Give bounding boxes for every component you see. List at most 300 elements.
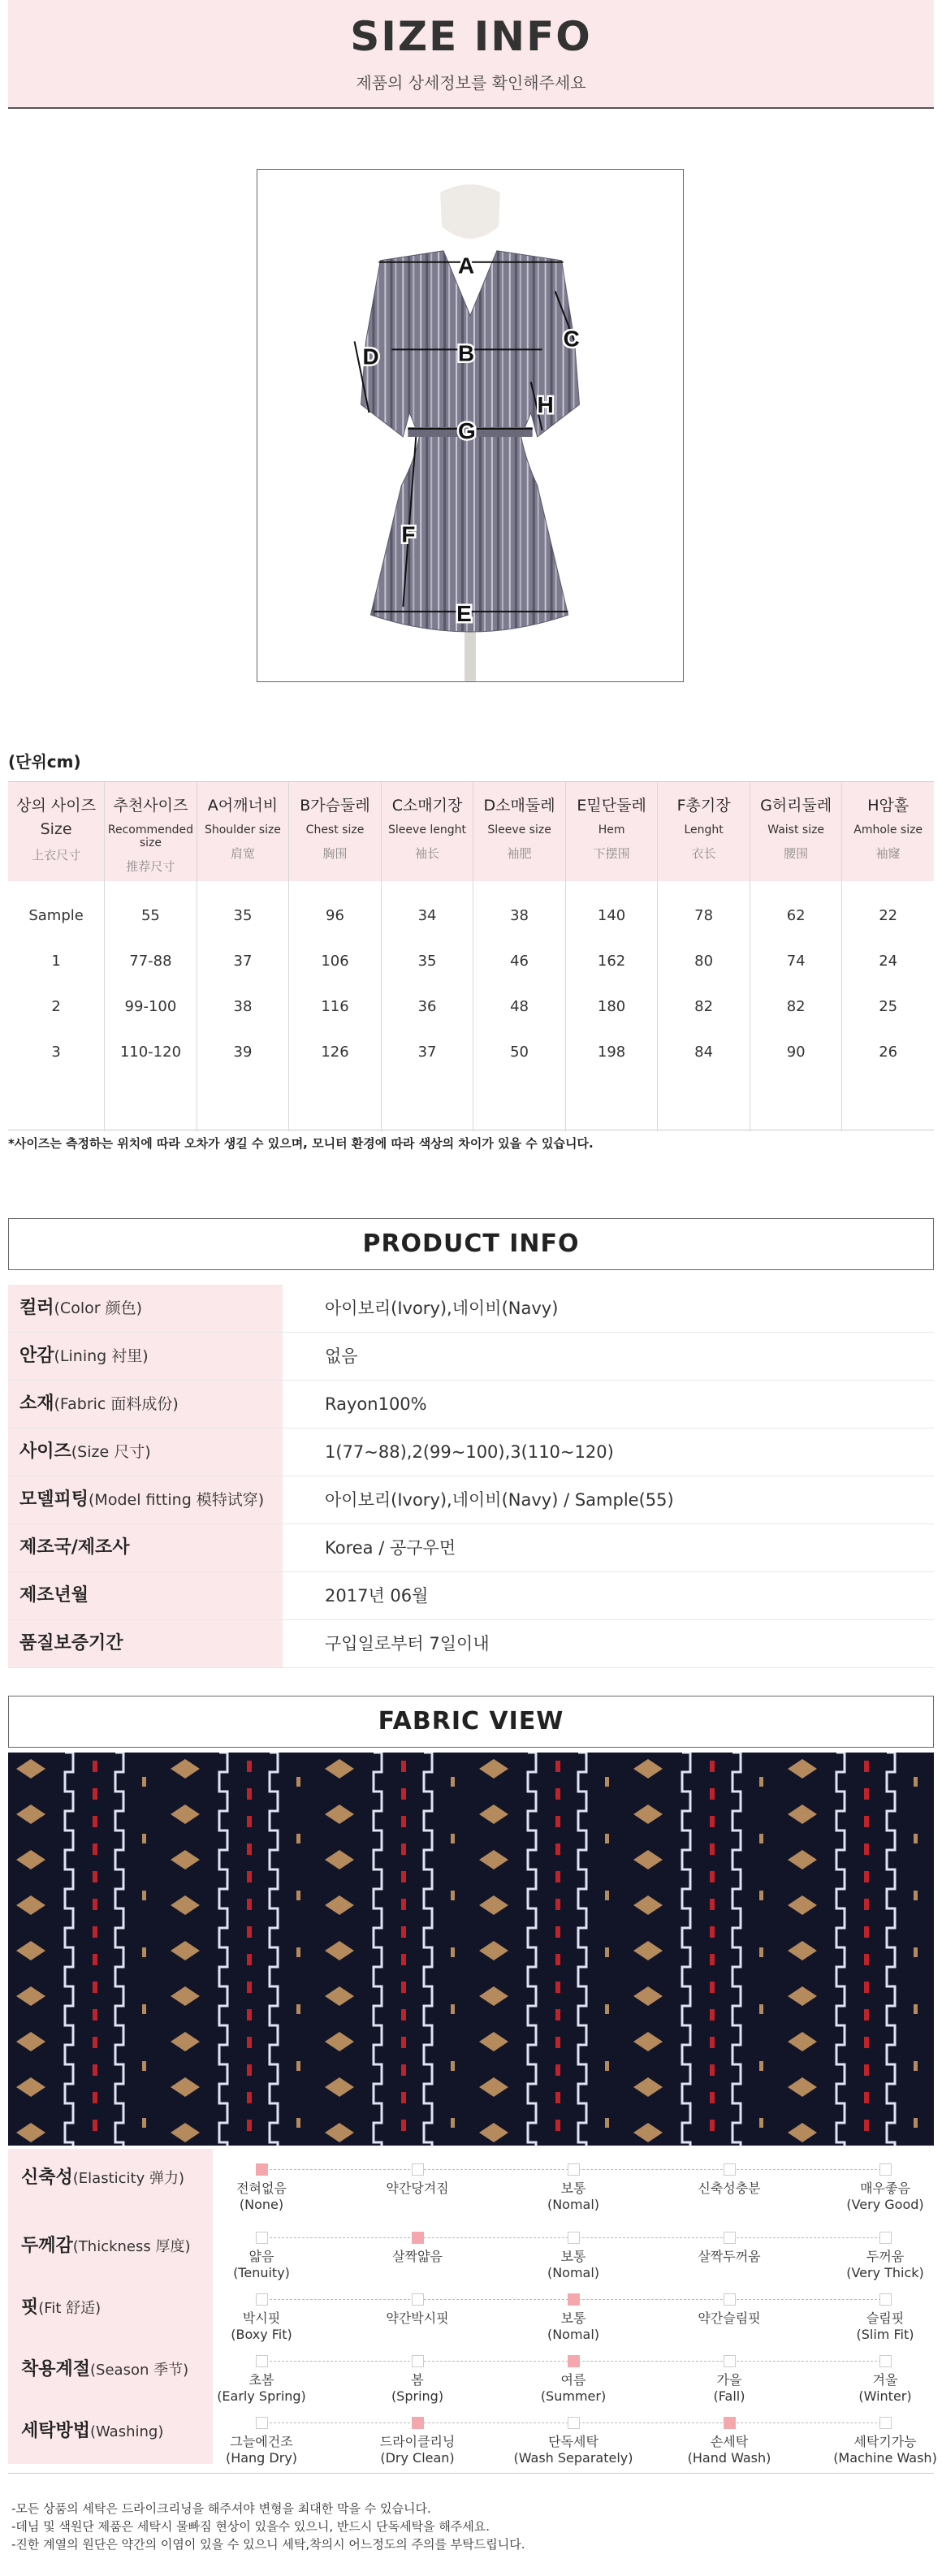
- red-motif: [710, 1788, 715, 1800]
- red-motif: [401, 2037, 406, 2048]
- header-ko: G허리둘레: [760, 797, 832, 815]
- red-motif: [247, 1871, 252, 1882]
- size-cell: 198: [597, 1044, 626, 1061]
- product-info-value: 아이보리(Ivory),네이비(Navy): [325, 1299, 559, 1318]
- attribute-label: [8, 2340, 213, 2402]
- size-cell: 78: [694, 907, 714, 924]
- red-motif: [555, 1761, 560, 1772]
- attribute-option: [652, 2355, 806, 2405]
- label-main: 소재: [19, 1394, 54, 1414]
- option-checkbox: [412, 2355, 424, 2367]
- option-label-en: (Hang Dry): [225, 2450, 298, 2466]
- tan-dash: [605, 2118, 609, 2128]
- option-label: 살짝얇음: [392, 2249, 443, 2264]
- tan-dash: [605, 1834, 609, 1843]
- option-label-en: (Nomal): [547, 2197, 600, 2212]
- label-e: E: [456, 601, 472, 627]
- label-sub: (Lining 衬里): [54, 1347, 149, 1365]
- tan-dash: [142, 2061, 146, 2071]
- size-cell: 116: [321, 998, 349, 1015]
- size-cell: 1: [51, 953, 61, 970]
- product-info-row: [8, 1285, 934, 1333]
- option-checkbox-checked: [412, 2417, 424, 2429]
- attribute-option: [340, 2417, 495, 2466]
- header-ko: E밑단둘레: [577, 797, 646, 815]
- option-label-en: (Nomal): [547, 2327, 600, 2342]
- size-cell: 26: [879, 1044, 898, 1061]
- size-column: [382, 881, 474, 1131]
- label-main: 제조국/제조사: [19, 1537, 130, 1558]
- attribute-option: [496, 2293, 650, 2343]
- size-table-header: [8, 782, 934, 881]
- size-column: [750, 881, 843, 1131]
- label-sub: (Model fitting 模特试穿): [89, 1491, 265, 1509]
- option-label: 약간박시핏: [386, 2310, 449, 2326]
- option-label: 단독세탁: [548, 2434, 598, 2449]
- header-en: Recommended size: [107, 823, 193, 849]
- attribute-option: [340, 2163, 495, 2197]
- size-cell: 110-120: [119, 1044, 182, 1061]
- product-info-row: [8, 1476, 934, 1524]
- label-main: 컬러: [19, 1298, 54, 1318]
- option-label-en: (Early Spring): [217, 2388, 306, 2404]
- product-info-value: 없음: [325, 1346, 358, 1366]
- option-checkbox-checked: [412, 2232, 424, 2244]
- option-label-en: (Machine Wash): [833, 2450, 937, 2466]
- header-zh: 衣长: [691, 846, 716, 861]
- product-info-value: 2017년 06월: [325, 1586, 429, 1606]
- garment-illustration: [257, 170, 683, 681]
- attribute-option: [340, 2355, 495, 2405]
- size-cell: 25: [879, 998, 898, 1015]
- tan-dash: [914, 2118, 918, 2128]
- red-motif: [710, 1761, 715, 1772]
- option-label: 초봄: [248, 2372, 274, 2388]
- red-motif: [555, 1954, 560, 1965]
- option-checkbox: [879, 2355, 892, 2367]
- product-info-title: PRODUCT INFO: [8, 1218, 934, 1270]
- label-a: A: [458, 253, 475, 279]
- tan-dash: [142, 1891, 146, 1900]
- option-checkbox: [256, 2232, 268, 2244]
- red-motif: [864, 2092, 869, 2103]
- red-motif: [555, 1926, 560, 1938]
- option-label: 드라이클리닝: [379, 2434, 456, 2449]
- label-main: 품질보증기간: [19, 1633, 123, 1653]
- red-motif: [710, 1871, 715, 1882]
- header-cell: [658, 782, 750, 881]
- product-info-label: [8, 1381, 283, 1428]
- red-motif: [247, 1982, 252, 1993]
- tan-dash: [142, 2118, 146, 2128]
- header-ko: 상의 사이즈: [16, 797, 96, 815]
- red-motif: [710, 2009, 715, 2021]
- label-sub: (Washing): [90, 2423, 164, 2440]
- red-motif: [401, 1871, 406, 1882]
- option-label-en: (Spring): [391, 2388, 444, 2404]
- size-column: [842, 881, 934, 1131]
- size-column: [473, 881, 566, 1131]
- header-cell: [842, 782, 934, 881]
- red-motif: [401, 1926, 406, 1938]
- red-motif: [93, 1954, 97, 1965]
- red-motif: [247, 1788, 252, 1800]
- label-sub: (Thickness 厚度): [72, 2238, 191, 2255]
- size-cell: Sample: [28, 907, 84, 924]
- red-motif: [93, 1982, 97, 1993]
- size-cell: 80: [694, 953, 714, 970]
- attribute-scale: [213, 2340, 934, 2402]
- attribute-option: [496, 2355, 650, 2405]
- option-label-en: (None): [239, 2197, 284, 2212]
- option-label: 봄: [411, 2372, 424, 2388]
- label-f: F: [401, 521, 416, 547]
- tan-dash: [142, 1947, 146, 1957]
- tan-dash: [759, 1947, 763, 1957]
- red-motif: [401, 1899, 406, 1910]
- header-cell: [197, 782, 290, 881]
- red-motif: [93, 1788, 97, 1800]
- attribute-option: [184, 2232, 339, 2281]
- size-info-subtitle: 제품의 상세정보를 확인해주세요: [356, 73, 586, 93]
- label-main: 사이즈: [19, 1441, 71, 1462]
- attribute-label: [8, 2149, 213, 2217]
- attribute-option: [184, 2417, 339, 2466]
- size-column: [658, 881, 750, 1131]
- fabric-view-title: FABRIC VIEW: [8, 1696, 934, 1748]
- option-label: 두꺼움: [866, 2249, 905, 2264]
- size-cell: 55: [140, 907, 160, 924]
- red-motif: [93, 1843, 97, 1855]
- attribute-label: [8, 2279, 213, 2340]
- tan-dash: [451, 2118, 455, 2128]
- option-label: 세탁기가능: [853, 2434, 917, 2449]
- red-motif: [401, 1843, 406, 1855]
- tan-dash: [605, 1891, 609, 1900]
- tan-dash: [605, 1947, 609, 1957]
- tan-dash: [759, 1834, 763, 1843]
- option-label-en: (Very Thick): [846, 2265, 924, 2280]
- product-info-value: 아이보리(Ivory),네이비(Navy) / Sample(55): [325, 1490, 674, 1510]
- tan-dash: [759, 2118, 763, 2128]
- header-zh: 袖长: [415, 846, 440, 861]
- red-motif: [247, 2092, 252, 2103]
- tan-dash: [142, 2004, 146, 2014]
- tan-dash: [914, 2004, 918, 2014]
- red-motif: [247, 1843, 252, 1855]
- red-motif: [93, 1871, 97, 1882]
- red-motif: [555, 1816, 560, 1827]
- size-cell: 62: [786, 907, 806, 924]
- product-info-row: [8, 1620, 934, 1668]
- label-d: D: [362, 344, 379, 370]
- option-checkbox: [412, 2163, 424, 2176]
- tan-dash: [605, 2061, 609, 2071]
- label-main: 신축성: [21, 2168, 73, 2188]
- size-cell: 126: [321, 1044, 349, 1061]
- fabric-pattern: [8, 1753, 934, 2146]
- header-zh: 下摆围: [593, 846, 630, 861]
- header-zh: 上衣尺寸: [32, 848, 81, 862]
- header-en: Sleeve size: [487, 823, 551, 836]
- size-cell: 36: [417, 998, 437, 1015]
- red-motif: [710, 1843, 715, 1855]
- option-checkbox: [879, 2232, 892, 2244]
- size-cell: 50: [510, 1044, 529, 1061]
- product-info-row: [8, 1381, 934, 1428]
- label-sub: (Fit 舒适): [38, 2300, 102, 2317]
- red-motif: [864, 1788, 869, 1800]
- red-motif: [93, 1899, 97, 1910]
- option-label: 박시핏: [242, 2310, 281, 2326]
- label-g: G: [458, 417, 476, 443]
- option-label: 가을: [716, 2372, 742, 2388]
- size-column: [105, 881, 197, 1131]
- tan-dash: [914, 1891, 918, 1900]
- label-c: C: [563, 326, 580, 352]
- red-motif: [864, 1816, 869, 1827]
- label-main: 안감: [19, 1346, 54, 1366]
- option-checkbox: [724, 2355, 736, 2367]
- attribute-scale: [213, 2402, 937, 2466]
- product-info-label: [8, 1476, 283, 1524]
- red-motif: [247, 2120, 252, 2131]
- size-cell: 99-100: [124, 998, 177, 1015]
- header-en: Lenght: [684, 823, 724, 836]
- red-motif: [401, 1816, 406, 1827]
- header-ko: C소매기장: [391, 797, 463, 815]
- red-motif: [93, 1926, 97, 1938]
- red-motif: [93, 2064, 97, 2076]
- option-checkbox-checked: [568, 2355, 580, 2367]
- header-en: Hem: [598, 823, 625, 836]
- option-label-en: (Slim Fit): [856, 2327, 914, 2342]
- option-label-en: (Winter): [858, 2388, 912, 2404]
- option-label: 여름: [560, 2372, 586, 2388]
- tan-dash: [759, 2004, 763, 2014]
- attribute-option: [808, 2417, 942, 2466]
- option-label: 신축성충분: [698, 2181, 761, 2196]
- product-info-row: [8, 1333, 934, 1381]
- option-label: 겨울: [872, 2372, 898, 2388]
- note-line: -진한 계열의 원단은 약간의 이염이 있을 수 있으니 세탁,착의시 어느정도의 주의를 부탁드립니다.: [11, 2537, 525, 2552]
- option-label: 보통: [560, 2310, 586, 2326]
- product-info-row: [8, 1572, 934, 1620]
- garment-photo: [257, 169, 684, 682]
- option-checkbox-checked: [256, 2163, 268, 2176]
- size-cell: 35: [233, 907, 253, 924]
- size-cell: 38: [233, 998, 253, 1015]
- label-sub: (Season 季节): [90, 2362, 189, 2379]
- product-info-label: [8, 1428, 283, 1476]
- note-line: -모든 상품의 세탁은 드라이크리닝을 해주셔야 변형을 최대한 막을 수 있습니다.: [11, 2501, 431, 2516]
- red-motif: [401, 2092, 406, 2103]
- red-motif: [555, 2009, 560, 2021]
- product-info-table: [8, 1285, 934, 1668]
- option-label-en: (Summer): [540, 2388, 607, 2404]
- header-zh: 肩宽: [230, 846, 255, 861]
- red-motif: [864, 1761, 869, 1772]
- header-en: Size: [40, 820, 72, 838]
- option-label-en: (Boxy Fit): [231, 2327, 292, 2342]
- option-label: 매우좋음: [860, 2181, 910, 2196]
- size-cell: 180: [597, 998, 626, 1015]
- mannequin-neck: [440, 184, 500, 239]
- red-motif: [93, 2120, 97, 2131]
- red-motif: [401, 1982, 406, 1993]
- option-checkbox-checked: [724, 2417, 736, 2429]
- header-cell: [473, 782, 566, 881]
- attribute-option: [340, 2232, 495, 2265]
- tan-dash: [914, 1777, 918, 1787]
- label-main: 모델피팅: [19, 1489, 89, 1510]
- size-column: [566, 881, 659, 1131]
- label-sub: (Elasticity 弹力): [72, 2170, 184, 2187]
- red-motif: [247, 1761, 252, 1772]
- size-cell: 162: [597, 953, 626, 970]
- option-checkbox: [724, 2232, 736, 2244]
- unit-label: (단위cm): [8, 752, 81, 772]
- product-info-label: [8, 1524, 283, 1571]
- attribute-option: [652, 2232, 806, 2265]
- product-info-label: [8, 1333, 283, 1380]
- header-ko: 추천사이즈: [113, 797, 188, 815]
- label-main: 세탁방법: [21, 2421, 91, 2441]
- size-cell: 96: [326, 907, 344, 924]
- red-motif: [555, 1843, 560, 1855]
- header-en: Sleeve lenght: [388, 823, 467, 836]
- header-cell: [105, 782, 197, 881]
- tan-dash: [759, 2061, 763, 2071]
- header-cell: [750, 782, 843, 881]
- option-checkbox: [256, 2293, 268, 2306]
- attribute-option: [808, 2293, 942, 2343]
- red-motif: [247, 2009, 252, 2021]
- red-motif: [864, 1899, 869, 1910]
- header-zh: 胸围: [322, 846, 348, 861]
- attribute-option: [808, 2163, 942, 2213]
- red-motif: [247, 1899, 252, 1910]
- option-label: 약간슬림핏: [698, 2310, 761, 2326]
- red-motif: [710, 2037, 715, 2048]
- attribute-option: [496, 2417, 650, 2466]
- label-sub: (Color 颜色): [54, 1299, 142, 1317]
- label-main: 두께감: [21, 2236, 73, 2256]
- product-info-value: Korea / 공구우먼: [325, 1538, 456, 1558]
- option-label: 슬림핏: [866, 2310, 905, 2326]
- product-info-value: Rayon100%: [325, 1394, 427, 1414]
- red-motif: [555, 1871, 560, 1882]
- size-column: [197, 881, 290, 1131]
- header-en: Chest size: [305, 823, 365, 836]
- size-cell: 35: [417, 953, 437, 970]
- header-ko: H암홀: [867, 797, 910, 815]
- red-motif: [555, 2064, 560, 2076]
- tan-dash: [914, 1947, 918, 1957]
- red-motif: [864, 2037, 869, 2048]
- tan-dash: [451, 2004, 455, 2014]
- size-cell: 140: [597, 907, 626, 924]
- tan-dash: [759, 1891, 763, 1900]
- attribute-option: [808, 2355, 942, 2405]
- size-cell: 39: [233, 1044, 253, 1061]
- label-h: H: [537, 392, 554, 418]
- option-label-en: (Hand Wash): [687, 2450, 771, 2466]
- attribute-scale: [213, 2149, 934, 2217]
- label-sub: (Fabric 面料成份): [54, 1395, 179, 1413]
- red-motif: [93, 1761, 97, 1772]
- attribute-option: [184, 2355, 339, 2405]
- size-column: [8, 881, 105, 1131]
- size-table-body: [8, 881, 934, 1131]
- label-main: 제조년월: [19, 1585, 89, 1606]
- label-b: B: [458, 340, 475, 366]
- red-motif: [710, 2064, 715, 2076]
- option-label: 보통: [560, 2181, 586, 2196]
- red-motif: [247, 1954, 252, 1965]
- option-label-en: (Dry Clean): [380, 2450, 455, 2466]
- red-motif: [401, 2120, 406, 2131]
- size-cell: 82: [786, 998, 806, 1015]
- option-checkbox: [724, 2293, 736, 2306]
- header-ko: F총기장: [676, 797, 731, 815]
- option-checkbox: [412, 2293, 424, 2306]
- red-motif: [401, 2009, 406, 2021]
- tan-dash: [451, 1777, 455, 1787]
- attribute-option: [340, 2293, 495, 2327]
- product-info-value: 구입일로부터 7일이내: [325, 1634, 490, 1653]
- size-cell: 46: [510, 953, 529, 970]
- option-label-en: (Fall): [713, 2388, 745, 2404]
- red-motif: [710, 1899, 715, 1910]
- header-cell: [289, 782, 382, 881]
- red-motif: [555, 2037, 560, 2048]
- header-zh: 腰围: [784, 846, 809, 861]
- option-checkbox: [568, 2232, 580, 2244]
- size-cell: 37: [233, 953, 253, 970]
- product-info-row: [8, 1428, 934, 1476]
- tan-dash: [142, 1777, 146, 1787]
- red-motif: [93, 2037, 97, 2048]
- header-ko: B가슴둘레: [300, 797, 370, 815]
- attribute-label: [8, 2217, 213, 2279]
- attribute-scale: [213, 2217, 934, 2279]
- option-checkbox: [256, 2355, 268, 2367]
- tan-dash: [451, 1947, 455, 1957]
- header-cell: [382, 782, 474, 881]
- header-zh: 袖窿: [875, 846, 901, 861]
- header-ko: D소매둘레: [483, 797, 555, 815]
- red-motif: [401, 1788, 406, 1800]
- red-motif: [710, 2092, 715, 2103]
- header-en: Amhole size: [853, 823, 923, 836]
- header-zh: 袖肥: [507, 846, 532, 861]
- red-motif: [864, 1843, 869, 1855]
- option-checkbox-checked: [568, 2293, 580, 2306]
- product-info-label: [8, 1620, 283, 1667]
- header-en: Shoulder size: [204, 823, 281, 836]
- attribute-option: [652, 2293, 806, 2327]
- red-motif: [555, 2092, 560, 2103]
- size-cell: 34: [417, 907, 437, 924]
- tan-dash: [296, 1891, 300, 1900]
- header-zh: 推荐尺寸: [126, 859, 175, 874]
- red-motif: [401, 2064, 406, 2076]
- size-cell: 82: [694, 998, 714, 1015]
- attribute-option: [652, 2417, 806, 2466]
- attribute-row: [8, 2279, 934, 2340]
- product-info-label: [8, 1285, 283, 1332]
